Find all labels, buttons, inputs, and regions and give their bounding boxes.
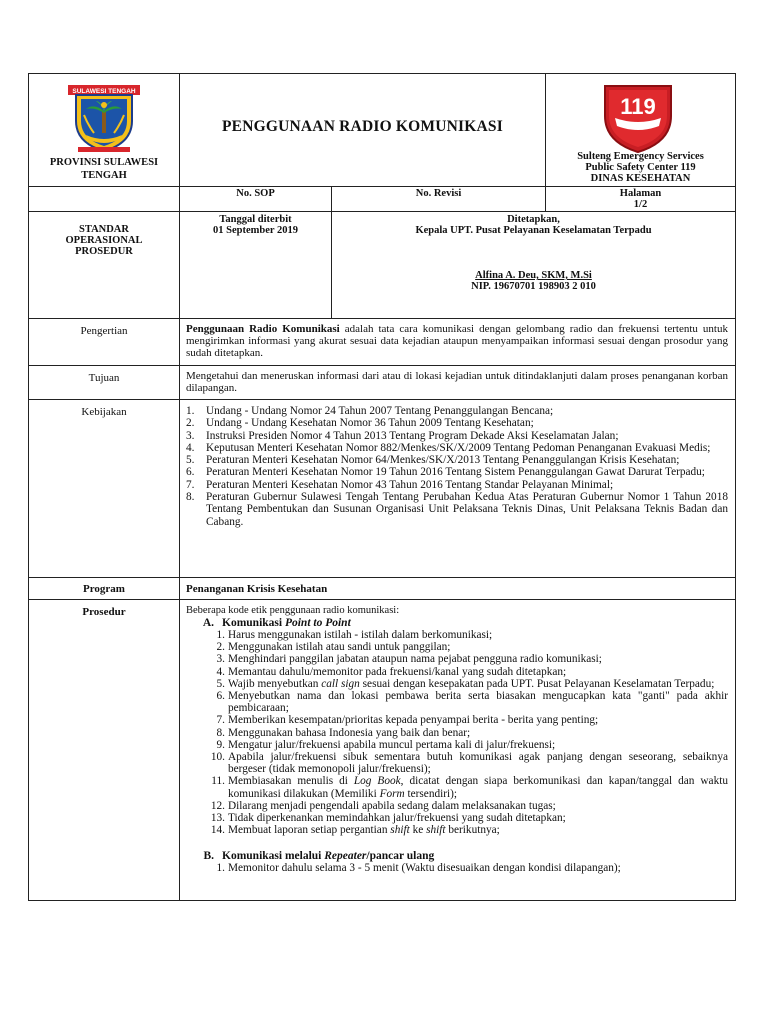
section-b-heading xyxy=(186,850,728,862)
list-item-number: 10. xyxy=(210,751,225,764)
prosedur-row xyxy=(29,600,735,900)
list-item-text: Wajib menyebutkan call sign sesuai dengan kesepakatan pada UPT. Pusat Pelayanan Keselamatan Terpadu; xyxy=(228,677,715,690)
list-item-number: 5. xyxy=(186,454,195,467)
section-b-title-italic: Repeater xyxy=(324,850,367,863)
list-item xyxy=(208,690,728,714)
list-item-number: 6. xyxy=(216,690,225,703)
list-item-number: 8. xyxy=(216,726,225,739)
list-item-text: Apabila jalur/frekuensi sibuk sementara butuh komunikasi agak panjang dengan seseorang, sebaiknya bergeser (tidak memonopoli jalur/frekuensi); xyxy=(228,751,728,776)
section-a-list xyxy=(186,629,728,836)
list-item-text: Membiasakan menulis di Log Book, dicatat dengan siapa berkomunikasi dan kapan/tanggal dan waktu komunikasi dilakukan (Memiliki Form tersendiri); xyxy=(228,775,728,800)
service-line-2: Public Safety Center 119 xyxy=(585,162,696,173)
list-item-text: Menggunakan istilah atau sandi untuk panggilan; xyxy=(228,641,451,654)
list-item-text: Memonitor dahulu selama 3 - 5 menit (Waktu disesuaikan dengan kondisi dilapangan); xyxy=(228,862,621,875)
kebijakan-row xyxy=(29,400,735,578)
halaman-value: 1/2 xyxy=(633,199,648,210)
kebijakan-content xyxy=(180,400,735,577)
service-logo-cell xyxy=(546,74,735,186)
list-item xyxy=(186,417,728,429)
list-item-text: Membuat laporan setiap pergantian shift ke shift berikutnya; xyxy=(228,824,500,837)
list-item-number: 9. xyxy=(216,738,225,751)
ditetapkan-by: Kepala UPT. Pusat Pelayanan Keselamatan Terpadu xyxy=(415,225,652,236)
list-item-text: Peraturan Menteri Kesehatan Nomor 64/Menkes/SK/X/2013 Tentang Penanggulangan Krisis Kesehatan; xyxy=(206,454,680,467)
list-item-number: 3. xyxy=(216,653,225,666)
province-logo-cell xyxy=(29,74,180,186)
tanggal-label: Tanggal diterbit xyxy=(219,214,292,225)
no-sop-label: No. SOP xyxy=(180,187,332,211)
list-item xyxy=(186,430,728,442)
kebijakan-list xyxy=(186,405,728,528)
list-item-text: Memantau dahulu/memonitor pada frekuensi/kanal yang sudah ditetapkan; xyxy=(228,665,567,678)
list-item-number: 8. xyxy=(186,491,195,504)
section-b-title-end: /pancar ulang xyxy=(366,850,435,863)
list-item-number: 1. xyxy=(216,629,225,641)
service-name xyxy=(546,151,735,184)
list-item-number: 1. xyxy=(216,862,225,875)
list-item xyxy=(208,666,728,678)
list-item xyxy=(208,812,728,824)
list-item xyxy=(208,775,728,799)
tanggal-cell xyxy=(180,212,332,318)
list-item-number: 4. xyxy=(216,665,225,678)
logo-number-text: 119 xyxy=(620,94,656,119)
sop-label: STANDAR OPERASIONAL PROSEDUR xyxy=(65,224,143,257)
list-item-number: 14. xyxy=(210,824,225,837)
list-item-text: Undang - Undang Kesehatan Nomor 36 Tahun 2009 Tentang Kesehatan; xyxy=(206,417,534,430)
tujuan-row xyxy=(29,366,735,400)
pengertian-label: Pengertian xyxy=(29,319,180,365)
list-item-number: 2. xyxy=(216,641,225,654)
ditetapkan-label: Ditetapkan, xyxy=(507,214,560,225)
list-item-text: Dilarang menjadi pengendali apabila sedang dalam melaksanakan tugas; xyxy=(228,799,556,812)
kebijakan-label: Kebijakan xyxy=(29,400,180,577)
list-item-number: 13. xyxy=(210,812,225,825)
halaman-label: Halaman xyxy=(619,188,662,199)
list-item-text: Harus menggunakan istilah - istilah dalam berkomunikasi; xyxy=(228,629,493,641)
list-item xyxy=(208,727,728,739)
document-header xyxy=(29,74,735,187)
sop-approval-row xyxy=(29,212,735,319)
service-line-1: Sulteng Emergency Services xyxy=(577,151,704,162)
no-revisi-label: No. Revisi xyxy=(332,187,546,211)
list-item xyxy=(208,641,728,653)
pengertian-term: Penggunaan Radio Komunikasi xyxy=(186,323,340,335)
list-item xyxy=(208,800,728,812)
tujuan-content: Mengetahui dan meneruskan informasi dari atau di lokasi kejadian untuk ditindaklanjuti dalam proses penanganan korban dilapangan. xyxy=(186,370,728,394)
list-item-number: 11. xyxy=(211,775,225,788)
list-item xyxy=(208,824,728,836)
list-item-number: 12. xyxy=(210,799,225,812)
list-item xyxy=(186,454,728,466)
list-item xyxy=(208,714,728,726)
list-item xyxy=(208,739,728,751)
province-name: PROVINSI SULAWESI TENGAH xyxy=(49,157,159,181)
sop-approval-cell xyxy=(180,212,735,318)
list-item-number: 3. xyxy=(186,429,195,442)
list-item-text: Instruksi Presiden Nomor 4 Tahun 2013 Tentang Program Dekade Aksi Keselamatan Jalan; xyxy=(206,429,619,442)
title-cell xyxy=(180,74,546,186)
section-b-list xyxy=(186,862,728,874)
list-item xyxy=(186,491,728,528)
section-a-title-italic: Point to Point xyxy=(284,617,351,629)
psc-119-shield-icon xyxy=(599,82,677,154)
list-item-text: Peraturan Menteri Kesehatan Nomor 19 Tahun 2016 Tentang Sistem Penanggulangan Gawat Darurat Terpadu; xyxy=(206,466,705,479)
pengertian-content xyxy=(180,319,735,365)
program-row xyxy=(29,578,735,600)
list-item-text: Mengatur jalur/frekuensi apabila muncul pertama kali di jalur/frekuensi; xyxy=(228,738,556,751)
list-item xyxy=(186,466,728,478)
service-line-3: DINAS KESEHATAN xyxy=(590,173,691,184)
prosedur-intro: Beberapa kode etik penggunaan radio komunikasi: xyxy=(186,605,400,616)
list-item-text: Peraturan Menteri Kesehatan Nomor 43 Tahun 2016 Tentang Standar Pelayanan Minimal; xyxy=(206,478,614,491)
section-a-title: Komunikasi xyxy=(222,617,285,629)
list-item-number: 7. xyxy=(216,714,225,727)
pengertian-text: adalah tata cara komunikasi dengan gelombang radio dan frekuensi tertentu untuk mengirimkan informasi yang akurat sesuai data kejadian ataupun menyampaikan informasi sesuai dengan prosodur yang sudah ditetapkan. xyxy=(186,323,728,359)
meta-spacer xyxy=(29,187,180,211)
list-item-text: Keputusan Menteri Kesehatan Nomor 882/Menkes/SK/X/2009 Tentang Pedoman Penanganan Evakuasi Medis; xyxy=(206,441,711,454)
section-b-title: Komunikasi melalui xyxy=(222,850,325,863)
list-item-text: Menghindari panggilan jabatan ataupun nama pejabat pengguna radio komunikasi; xyxy=(228,653,602,666)
list-item xyxy=(186,405,728,417)
list-item-number: 4. xyxy=(186,441,195,454)
sop-number-row xyxy=(29,187,735,212)
ditetapkan-cell xyxy=(332,212,735,318)
sop-label-cell xyxy=(29,212,180,318)
list-item xyxy=(208,862,728,874)
list-item xyxy=(186,442,728,454)
program-label: Program xyxy=(29,578,180,599)
list-item-text: Menggunakan bahasa Indonesia yang baik dan benar; xyxy=(228,726,471,739)
list-item-number: 5. xyxy=(216,677,225,690)
sop-document xyxy=(28,73,736,901)
list-item-number: 1. xyxy=(186,405,195,417)
list-item-number: 2. xyxy=(186,417,195,430)
list-item xyxy=(208,629,728,641)
list-item xyxy=(186,479,728,491)
list-item-text: Menyebutkan nama dan lokasi pembawa berita serta biasakan mengucapkan kata "ganti" pada akhir pembicaraan; xyxy=(228,690,728,715)
pengertian-row xyxy=(29,319,735,366)
program-content: Penanganan Krisis Kesehatan xyxy=(186,583,328,595)
list-item xyxy=(208,751,728,775)
prosedur-content xyxy=(180,600,735,900)
section-a-heading xyxy=(186,617,728,629)
province-emblem-icon xyxy=(66,81,142,153)
list-item-text: Memberikan kesempatan/prioritas kepada penyampai berita - berita yang penting; xyxy=(228,714,599,727)
logo-banner-text: SULAWESI TENGAH xyxy=(72,88,136,95)
tujuan-label: Tujuan xyxy=(29,366,180,399)
list-item xyxy=(208,653,728,665)
list-item-number: 7. xyxy=(186,478,195,491)
tanggal-value: 01 September 2019 xyxy=(213,225,298,236)
list-item-number: 6. xyxy=(186,466,195,479)
list-item-text: Undang - Undang Nomor 24 Tahun 2007 Tentang Penanggulangan Bencana; xyxy=(206,405,554,417)
list-item-text: Peraturan Gubernur Sulawesi Tengah Tentang Perubahan Kedua Atas Peraturan Gubernur Nomor 1 Tahun 2018 Tentang Pembentukan dan Susunan Organisasi Unit Pelaksana Teknis Dinas, Unit Pelaksana Teknis Badan dan Cabang. xyxy=(206,491,728,528)
list-item-text: Tidak diperkenankan memindahkan jalur/frekuensi yang sudah ditetapkan; xyxy=(228,812,566,825)
list-item xyxy=(208,678,728,690)
halaman-cell xyxy=(546,187,735,211)
section-a-letter: A. xyxy=(202,617,214,629)
signer-block xyxy=(332,270,735,292)
signer-name: Alfina A. Deu, SKM, M.Si xyxy=(475,270,592,281)
section-b-letter: B. xyxy=(203,850,214,863)
prosedur-label: Prosedur xyxy=(29,600,180,900)
signer-nip: NIP. 19670701 198903 2 010 xyxy=(471,281,596,292)
document-title: PENGGUNAAN RADIO KOMUNIKASI xyxy=(222,118,503,135)
